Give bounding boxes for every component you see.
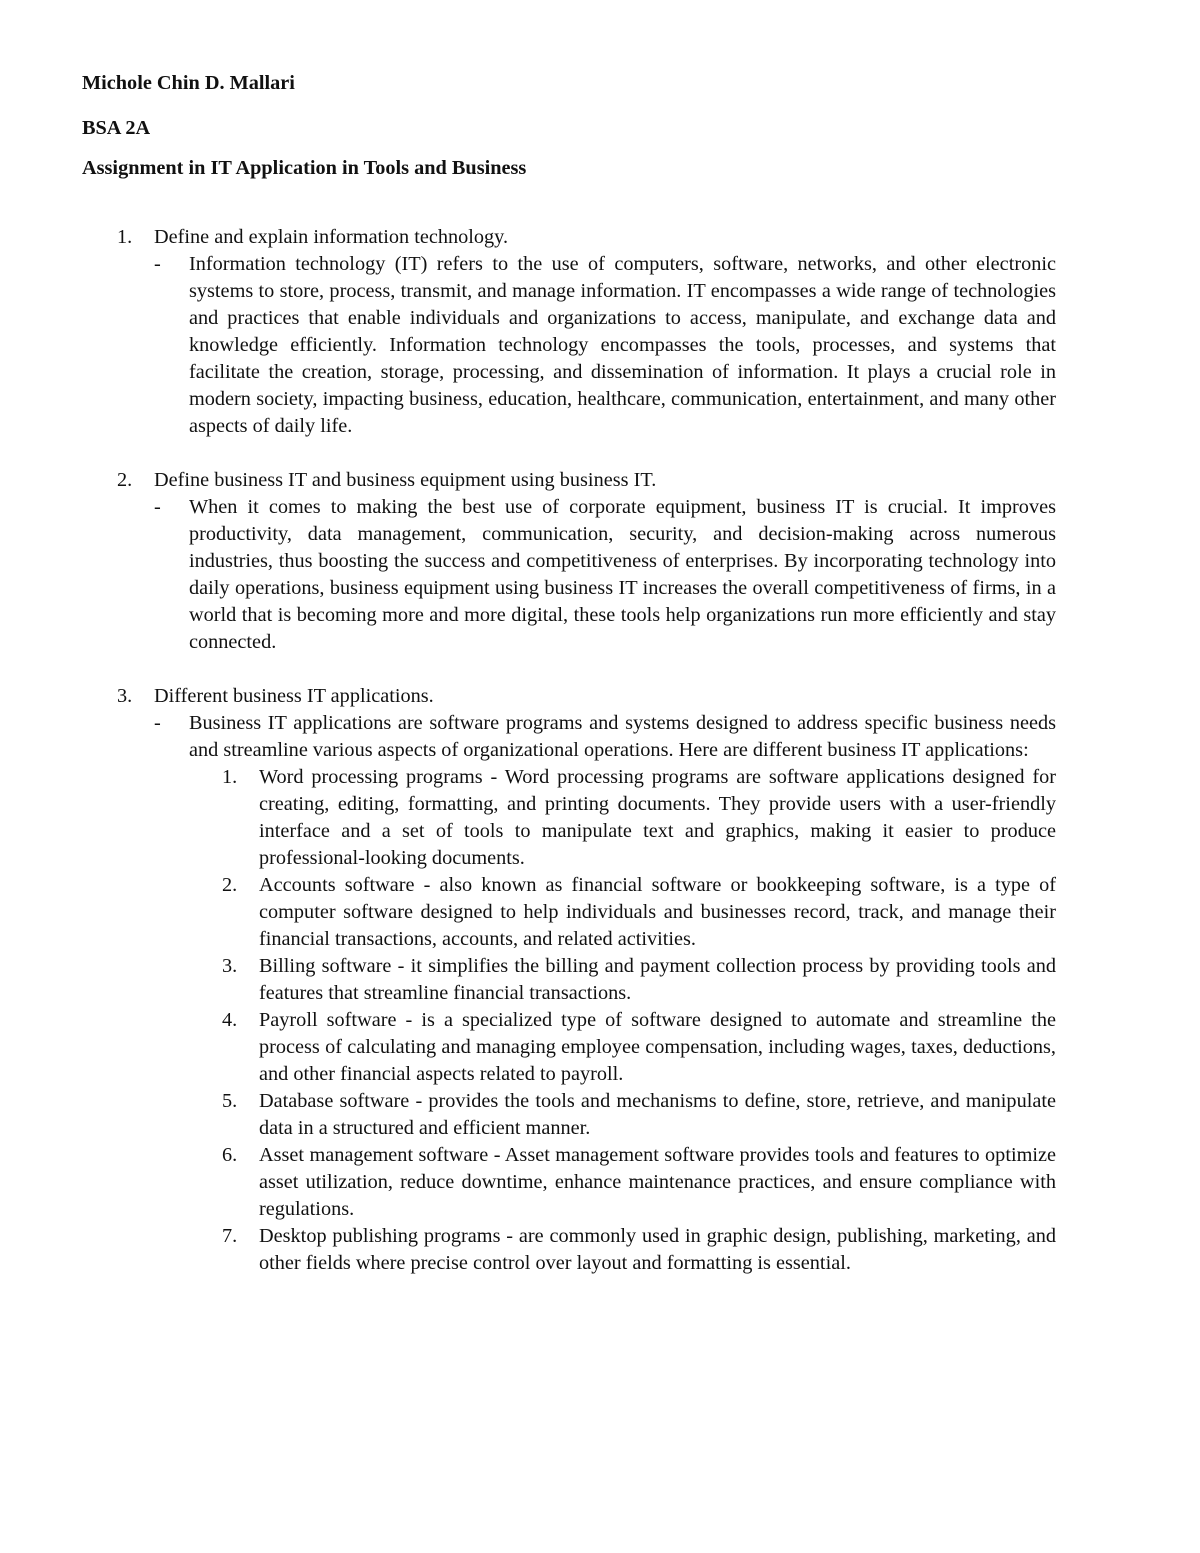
- answer-block: [154, 467, 1056, 656]
- question-title: Define business IT and business equipment using business IT.: [154, 469, 657, 491]
- question-number: 2.: [117, 469, 133, 491]
- application-name: Accounts software: [259, 874, 415, 896]
- answer-block: [154, 224, 1056, 440]
- assignment-title: Assignment in IT Application in Tools and Business: [82, 157, 527, 179]
- application-number: 2.: [222, 874, 238, 896]
- answer-dash: -: [154, 496, 161, 518]
- application-item: [222, 872, 1056, 953]
- answer-text: When it comes to making the best use of corporate equipment, business IT is crucial. It improves productivity, data management, communication, security, and decision-making across numerous industries, thus boosting the success and competitiveness of enterprises. By incorporating technology into daily operations, business equipment using business IT increases the overall competitiveness of firms, in a world that is becoming more and more digital, these tools help organizations run more efficiently and stay connected.: [189, 496, 1056, 653]
- question-title: Different business IT applications.: [154, 685, 434, 707]
- application-name: Billing software: [259, 955, 392, 977]
- application-item: [222, 1007, 1056, 1088]
- answer-text: Business IT applications are software programs and systems designed to address specific business needs and streamline various aspects of organizational operations. Here are different business IT applications:: [189, 712, 1056, 761]
- application-description: are commonly used in graphic design, publishing, marketing, and other fields where precise control over layout and formatting is essential.: [259, 1225, 1056, 1274]
- application-item: [222, 1142, 1057, 1223]
- application-separator: -: [409, 1090, 429, 1112]
- answer-text: Information technology (IT) refers to the use of computers, software, networks, and other electronic systems to store, process, transmit, and manage information. IT encompasses a wide range of technologies and practices that enable individuals and organizations to access, manipulate, and exchange data and knowledge efficiently. Information technology encompasses the tools, processes, and systems that facilitate the creation, storage, processing, and dissemination of information. It plays a crucial role in modern society, impacting business, education, healthcare, communication, entertainment, and many other aspects of daily life.: [189, 253, 1056, 437]
- application-name: Asset management software: [259, 1144, 489, 1166]
- application-name: Desktop publishing programs: [259, 1225, 501, 1247]
- question-2: [0, 467, 1200, 656]
- application-description: provides the tools and mechanisms to define, store, retrieve, and manipulate data in a structured and efficient manner.: [259, 1090, 1056, 1139]
- application-separator: -: [500, 1225, 519, 1247]
- question-number: 3.: [117, 685, 133, 707]
- answer-block: [154, 683, 1057, 1277]
- application-description: also known as financial software or bookkeeping software, is a type of computer software designed to help individuals and businesses record, track, and manage their financial transactions, accounts, and related activities.: [259, 874, 1056, 950]
- application-description: it simplifies the billing and payment collection process by providing tools and features that streamline financial transactions.: [259, 955, 1057, 1004]
- application-name: Word processing programs: [259, 766, 483, 788]
- application-number: 5.: [222, 1090, 238, 1112]
- question-list: [0, 224, 1200, 1277]
- application-separator: -: [396, 1009, 422, 1031]
- question-3: [0, 683, 1200, 1277]
- application-number: 6.: [222, 1144, 238, 1166]
- question-number: 1.: [117, 226, 133, 248]
- answer-dash: -: [154, 712, 161, 734]
- application-description: is a specialized type of software designed to automate and streamline the process of calculating and managing employee compensation, including wages, taxes, deductions, and other financial aspects related to payroll.: [259, 1009, 1056, 1085]
- question-title: Define and explain information technology.: [154, 226, 509, 248]
- application-separator: -: [414, 874, 440, 896]
- application-number: 1.: [222, 766, 238, 788]
- application-item: [222, 1088, 1056, 1142]
- application-name: Database software: [259, 1090, 410, 1112]
- application-item: [222, 764, 1056, 872]
- application-item: [222, 953, 1057, 1007]
- application-description: Asset management software provides tools and features to optimize asset utilization, reduce downtime, enhance maintenance practices, and ensure compliance with regulations.: [259, 1144, 1057, 1220]
- application-item: [222, 1223, 1056, 1277]
- application-name: Payroll software: [259, 1009, 397, 1031]
- application-number: 3.: [222, 955, 238, 977]
- application-description: Word processing programs are software applications designed for creating, editing, formatting, and printing documents. They provide users with a user-friendly interface and a set of tools to manipulate text and graphics, making it easier to produce professional-looking documents.: [259, 766, 1056, 869]
- application-separator: -: [391, 955, 411, 977]
- student-section: BSA 2A: [82, 117, 151, 139]
- application-list: [189, 764, 1056, 1277]
- question-1: [0, 224, 1200, 440]
- application-separator: -: [488, 1144, 505, 1166]
- application-number: 7.: [222, 1225, 238, 1247]
- application-number: 4.: [222, 1009, 238, 1031]
- student-name: Michole Chin D. Mallari: [82, 72, 295, 94]
- application-separator: -: [482, 766, 505, 788]
- answer-dash: -: [154, 253, 161, 275]
